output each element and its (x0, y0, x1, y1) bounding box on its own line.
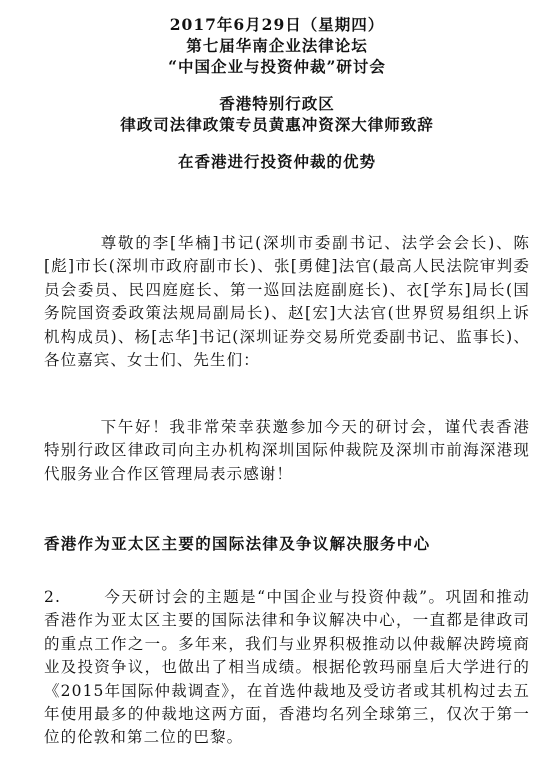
speech-header (0, 14, 554, 172)
paragraph-number: 2. (44, 588, 61, 606)
numbered-paragraph (44, 586, 530, 750)
greeting-paragraph (44, 416, 530, 486)
paragraph-text: 今天研讨会的主题是“中国企业与投资仲裁”。巩固和推动香港作为亚太区主要的国际法律和争议解决中心，一直都是律政司的重点工作之一。多年来，我们与业界积极推动以仲裁解决跨境商业及投资争议，也做出了相当成绩。根据伦敦玛丽皇后大学进行的《2015年国际仲裁调查》，在首选仲裁地及受访者或其机构过去五年使用最多的仲裁地这两方面，香港均名列全球第三，仅次于第一位的伦敦和第二位的巴黎。 (44, 588, 530, 747)
forum-line: 第七届华南企业法律论坛 (186, 36, 368, 55)
salutation-paragraph (44, 232, 530, 372)
salutation-text: 尊敬的李[华楠]书记(深圳市委副书记、法学会会长)、陈[彪]市长(深圳市政府副市长)、张[勇健]法官(最高人民法院审判委员会委员、民四庭庭长、第一巡回法庭副庭长)、衣[学东]局长(国务院国资委政策法规局副局长)、赵[宏]大法官(世界贸易组织上诉机构成员)、杨[志华]书记(深圳证券交易所党委副书记、监事长)、各位嘉宾、女士们、先生们： (44, 234, 530, 370)
greeting-text: 下午好！我非常荣幸获邀参加今天的研讨会，谨代表香港特别行政区律政司向主办机构深圳国际仲裁院及深圳市前海深港现代服务业合作区管理局表示感谢！ (44, 418, 530, 483)
date-line: 2017年6月29日（星期四） (169, 15, 385, 34)
region-line: 香港特别行政区 (219, 94, 335, 113)
speaker-line: 律政司法律政策专员黄惠冲资深大律师致辞 (120, 115, 434, 134)
section-heading: 香港作为亚太区主要的国际法律及争议解决服务中心 (44, 534, 431, 553)
speech-title: 在香港进行投资仲裁的优势 (177, 152, 376, 171)
seminar-line: “中国企业与投资仲裁”研讨会 (168, 57, 386, 76)
